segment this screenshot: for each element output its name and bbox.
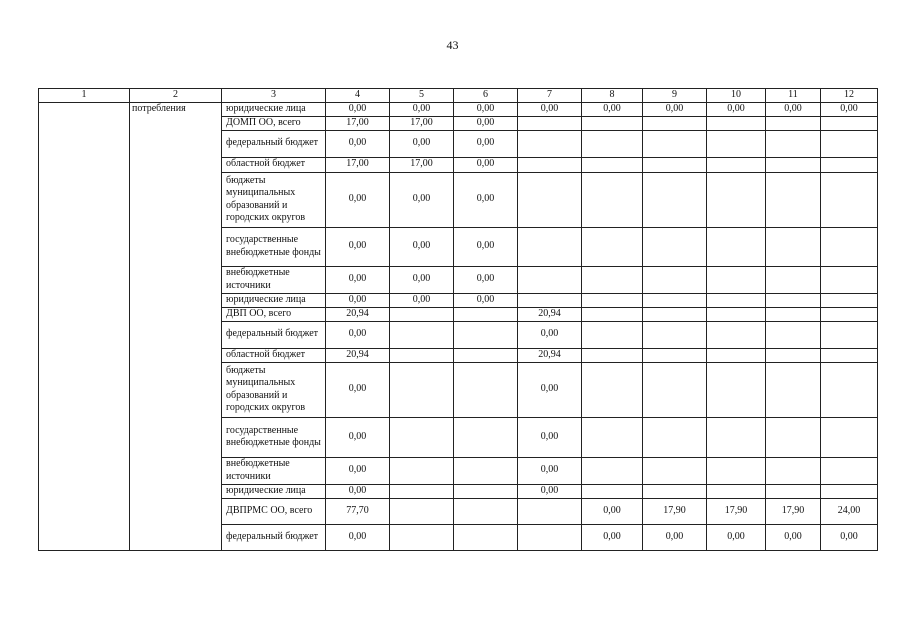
value-cell: 0,00 <box>326 524 390 550</box>
value-cell: 20,94 <box>326 307 390 321</box>
row-label: ДОМП ОО, всего <box>222 116 326 130</box>
value-cell: 0,00 <box>326 362 390 417</box>
value-cell <box>518 172 582 227</box>
value-cell <box>821 321 878 348</box>
value-cell: 0,00 <box>454 293 518 307</box>
table-row <box>39 102 878 116</box>
value-cell <box>390 524 454 550</box>
value-cell: 0,00 <box>390 227 454 266</box>
value-cell <box>454 321 518 348</box>
value-cell <box>390 498 454 524</box>
value-cell <box>582 130 643 157</box>
row-label: ДВПРМС ОО, всего <box>222 498 326 524</box>
value-cell <box>582 362 643 417</box>
value-cell <box>707 293 766 307</box>
value-cell <box>643 130 707 157</box>
value-cell <box>582 484 643 498</box>
value-cell: 20,94 <box>518 307 582 321</box>
value-cell: 0,00 <box>643 524 707 550</box>
value-cell: 0,00 <box>454 227 518 266</box>
value-cell <box>707 172 766 227</box>
value-cell: 17,00 <box>326 157 390 172</box>
value-cell: 17,90 <box>707 498 766 524</box>
value-cell <box>643 321 707 348</box>
value-cell <box>766 417 821 457</box>
value-cell: 17,00 <box>390 116 454 130</box>
value-cell <box>766 293 821 307</box>
row-label: областной бюджет <box>222 348 326 362</box>
value-cell: 20,94 <box>326 348 390 362</box>
value-cell: 0,00 <box>821 102 878 116</box>
value-cell <box>518 293 582 307</box>
row-label: бюджеты муниципальных образований и городских округов <box>222 172 326 227</box>
category-cell: потребления <box>130 102 222 550</box>
value-cell <box>766 266 821 293</box>
value-cell <box>821 362 878 417</box>
row-label: внебюджетные источники <box>222 266 326 293</box>
header-cell: 3 <box>222 89 326 103</box>
value-cell: 0,00 <box>390 172 454 227</box>
row-label: государственные внебюджетные фонды <box>222 417 326 457</box>
header-row <box>39 89 878 103</box>
header-cell: 4 <box>326 89 390 103</box>
value-cell: 0,00 <box>582 524 643 550</box>
value-cell <box>390 362 454 417</box>
value-cell: 17,90 <box>643 498 707 524</box>
value-cell: 0,00 <box>454 130 518 157</box>
value-cell <box>518 524 582 550</box>
value-cell <box>821 348 878 362</box>
header-cell: 12 <box>821 89 878 103</box>
value-cell <box>582 172 643 227</box>
value-cell <box>643 362 707 417</box>
value-cell <box>821 227 878 266</box>
row-label: федеральный бюджет <box>222 130 326 157</box>
value-cell <box>390 484 454 498</box>
value-cell <box>821 157 878 172</box>
value-cell <box>390 457 454 484</box>
row-label: юридические лица <box>222 102 326 116</box>
value-cell: 0,00 <box>518 484 582 498</box>
row-label: федеральный бюджет <box>222 321 326 348</box>
value-cell: 0,00 <box>454 102 518 116</box>
table-body <box>39 89 878 551</box>
row-label: бюджеты муниципальных образований и городских округов <box>222 362 326 417</box>
value-cell <box>821 307 878 321</box>
row-label: областной бюджет <box>222 157 326 172</box>
value-cell <box>454 524 518 550</box>
value-cell: 0,00 <box>326 130 390 157</box>
value-cell <box>582 266 643 293</box>
value-cell <box>821 293 878 307</box>
value-cell: 0,00 <box>766 524 821 550</box>
value-cell <box>707 417 766 457</box>
value-cell <box>518 157 582 172</box>
value-cell <box>821 130 878 157</box>
value-cell: 17,00 <box>326 116 390 130</box>
header-cell: 6 <box>454 89 518 103</box>
value-cell: 0,00 <box>326 293 390 307</box>
value-cell <box>707 157 766 172</box>
value-cell: 0,00 <box>707 102 766 116</box>
value-cell <box>454 457 518 484</box>
value-cell: 0,00 <box>766 102 821 116</box>
value-cell: 0,00 <box>390 102 454 116</box>
row-label: ДВП ОО, всего <box>222 307 326 321</box>
value-cell <box>766 484 821 498</box>
value-cell <box>821 484 878 498</box>
value-cell <box>707 227 766 266</box>
value-cell <box>643 457 707 484</box>
row-label: государственные внебюджетные фонды <box>222 227 326 266</box>
value-cell <box>766 307 821 321</box>
value-cell <box>582 307 643 321</box>
value-cell <box>643 417 707 457</box>
value-cell <box>454 498 518 524</box>
value-cell <box>582 116 643 130</box>
value-cell: 77,70 <box>326 498 390 524</box>
value-cell <box>518 116 582 130</box>
value-cell <box>821 417 878 457</box>
value-cell <box>390 417 454 457</box>
value-cell <box>518 227 582 266</box>
value-cell <box>707 266 766 293</box>
value-cell: 0,00 <box>582 498 643 524</box>
header-cell: 8 <box>582 89 643 103</box>
budget-table <box>38 88 878 551</box>
value-cell <box>582 293 643 307</box>
value-cell: 0,00 <box>326 417 390 457</box>
value-cell <box>454 362 518 417</box>
value-cell: 0,00 <box>326 457 390 484</box>
value-cell: 0,00 <box>518 417 582 457</box>
value-cell <box>390 307 454 321</box>
value-cell <box>643 172 707 227</box>
value-cell <box>643 157 707 172</box>
value-cell <box>766 130 821 157</box>
value-cell <box>643 293 707 307</box>
value-cell: 17,90 <box>766 498 821 524</box>
value-cell: 0,00 <box>582 102 643 116</box>
header-cell: 10 <box>707 89 766 103</box>
value-cell: 0,00 <box>707 524 766 550</box>
group-cell <box>39 102 130 550</box>
value-cell <box>643 484 707 498</box>
value-cell: 0,00 <box>454 116 518 130</box>
value-cell <box>582 227 643 266</box>
value-cell <box>582 157 643 172</box>
value-cell <box>821 266 878 293</box>
value-cell: 0,00 <box>390 130 454 157</box>
value-cell: 0,00 <box>821 524 878 550</box>
value-cell <box>518 130 582 157</box>
value-cell <box>766 362 821 417</box>
value-cell: 0,00 <box>518 457 582 484</box>
value-cell: 20,94 <box>518 348 582 362</box>
value-cell <box>582 417 643 457</box>
value-cell <box>454 348 518 362</box>
header-cell: 5 <box>390 89 454 103</box>
value-cell <box>707 457 766 484</box>
value-cell: 0,00 <box>454 172 518 227</box>
value-cell <box>766 116 821 130</box>
value-cell <box>766 348 821 362</box>
value-cell <box>643 116 707 130</box>
value-cell <box>518 498 582 524</box>
row-label: юридические лица <box>222 293 326 307</box>
value-cell <box>766 157 821 172</box>
value-cell <box>821 172 878 227</box>
value-cell <box>707 484 766 498</box>
value-cell: 0,00 <box>326 266 390 293</box>
value-cell <box>518 266 582 293</box>
page-number: 43 <box>446 38 459 52</box>
value-cell: 0,00 <box>326 227 390 266</box>
row-label: юридические лица <box>222 484 326 498</box>
value-cell: 0,00 <box>454 266 518 293</box>
value-cell <box>582 321 643 348</box>
header-cell: 2 <box>130 89 222 103</box>
value-cell <box>707 321 766 348</box>
value-cell: 0,00 <box>326 484 390 498</box>
header-cell: 11 <box>766 89 821 103</box>
value-cell <box>766 321 821 348</box>
value-cell <box>707 307 766 321</box>
value-cell <box>582 457 643 484</box>
value-cell <box>643 227 707 266</box>
value-cell: 0,00 <box>390 266 454 293</box>
value-cell <box>707 116 766 130</box>
row-label: федеральный бюджет <box>222 524 326 550</box>
value-cell <box>454 417 518 457</box>
value-cell <box>707 348 766 362</box>
value-cell: 0,00 <box>326 172 390 227</box>
value-cell <box>766 227 821 266</box>
value-cell: 0,00 <box>326 321 390 348</box>
value-cell: 0,00 <box>643 102 707 116</box>
value-cell: 0,00 <box>518 321 582 348</box>
value-cell <box>707 362 766 417</box>
value-cell: 0,00 <box>454 157 518 172</box>
value-cell <box>643 266 707 293</box>
value-cell <box>582 348 643 362</box>
value-cell <box>390 321 454 348</box>
value-cell: 17,00 <box>390 157 454 172</box>
value-cell <box>643 348 707 362</box>
value-cell <box>707 130 766 157</box>
header-cell: 1 <box>39 89 130 103</box>
header-cell: 7 <box>518 89 582 103</box>
value-cell: 24,00 <box>821 498 878 524</box>
header-cell: 9 <box>643 89 707 103</box>
value-cell <box>643 307 707 321</box>
value-cell: 0,00 <box>326 102 390 116</box>
value-cell: 0,00 <box>518 362 582 417</box>
value-cell <box>821 457 878 484</box>
value-cell <box>821 116 878 130</box>
value-cell: 0,00 <box>390 293 454 307</box>
value-cell <box>454 484 518 498</box>
value-cell <box>766 172 821 227</box>
value-cell: 0,00 <box>518 102 582 116</box>
row-label: внебюджетные источники <box>222 457 326 484</box>
value-cell <box>766 457 821 484</box>
value-cell <box>454 307 518 321</box>
value-cell <box>390 348 454 362</box>
